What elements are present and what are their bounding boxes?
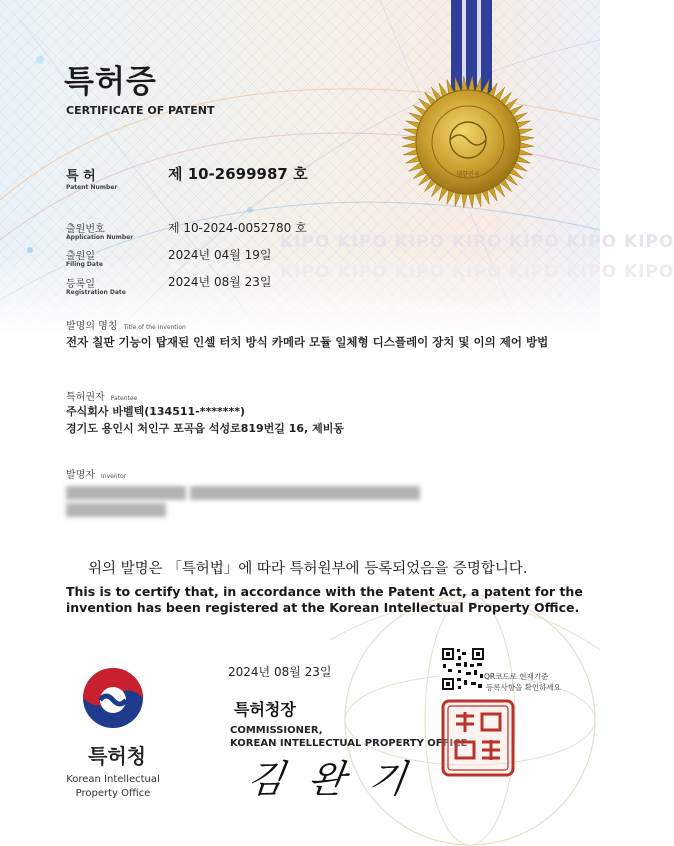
inventor-redacted [190, 486, 420, 500]
certificate-title: 특허증 [64, 64, 157, 100]
invention-title-label-ko: 발명의 명칭 [66, 321, 118, 332]
commissioner-title: 특허청장 [234, 700, 296, 719]
registration-date-label-en: Registration Date [66, 289, 126, 296]
office-name-en-1: Korean Intellectual [66, 774, 160, 785]
inventor-label-ko: 발명자 [66, 470, 95, 481]
office-name-en-2: Property Office [75, 788, 151, 799]
application-number-label: 출원번호 [66, 224, 105, 235]
commissioner-signature: 김 완 기 [244, 757, 415, 801]
certification-statement-en-1: This is to certify that, in accordance with the Patent Act, a patent for the [66, 584, 583, 599]
patentee-name: 주식회사 바벨텍(134511-*******) [66, 405, 246, 418]
kipo-logo-icon [80, 665, 146, 731]
kipo-watermark: KIPO KIPO KIPO KIPO KIPO KIPO KIPO [280, 232, 674, 252]
patentee-label [66, 388, 137, 403]
qr-note-1: QR코드로 현재기준 [484, 672, 549, 681]
filing-date-label: 출원일 [66, 251, 95, 262]
official-stamp-icon [440, 698, 516, 778]
application-number-label-en: Application Number [66, 234, 134, 241]
inventor-redacted [66, 503, 166, 517]
certification-statement-ko: 위의 발명은 「특허법」에 따라 특허원부에 등록되었음을 증명합니다. [88, 561, 528, 577]
registration-date-label: 등록일 [66, 279, 95, 290]
gold-seal-icon [398, 72, 538, 212]
patent-number-label: 특 허 [66, 169, 96, 184]
registration-date-value: 2024년 08월 23일 [168, 275, 272, 289]
gold-seal-text: 대한민국 [456, 171, 480, 178]
invention-title-label [66, 317, 186, 332]
certificate-title-en: CERTIFICATE OF PATENT [66, 104, 215, 117]
commissioner-title-en-1: COMMISSIONER, [230, 725, 323, 736]
patentee-label-en: Patentee [110, 395, 138, 402]
patentee-label-ko: 특허권자 [66, 392, 105, 403]
kipo-watermark: KIPO KIPO KIPO KIPO KIPO KIPO KIPO [280, 262, 674, 282]
filing-date-label-en: Filing Date [66, 261, 103, 268]
patent-number-value: 제 10-2699987 호 [168, 165, 308, 183]
patentee-address: 경기도 용인시 처인구 포곡읍 석성로819번길 16, 제비동 [66, 422, 344, 435]
patent-number-label-en: Patent Number [66, 184, 118, 191]
qr-note-2: 등록사항을 확인하세요 [486, 683, 561, 692]
filing-date-value: 2024년 04월 19일 [168, 248, 272, 262]
inventor-label [66, 466, 126, 481]
office-name: 특허청 [88, 744, 146, 768]
inventor-redacted [66, 486, 186, 500]
commissioner-title-en-2: KOREAN INTELLECTUAL PROPERTY OFFICE [230, 738, 468, 749]
inventor-label-en: Inventor [100, 473, 127, 480]
certification-statement-en-2: invention has been registered at the Korean Intellectual Property Office. [66, 600, 580, 615]
invention-title: 전자 칠판 기능이 탑재된 인셀 터치 방식 카메라 모듈 일체형 디스플레이 장치 및 이의 제어 방법 [66, 335, 549, 349]
official-stamp-text: 특허청장인 [475, 776, 481, 777]
application-number-value: 제 10-2024-0052780 호 [168, 221, 307, 235]
invention-title-label-en: Title of the Invention [123, 324, 186, 331]
qr-code-icon[interactable] [440, 646, 486, 692]
issue-date: 2024년 08월 23일 [228, 665, 332, 679]
